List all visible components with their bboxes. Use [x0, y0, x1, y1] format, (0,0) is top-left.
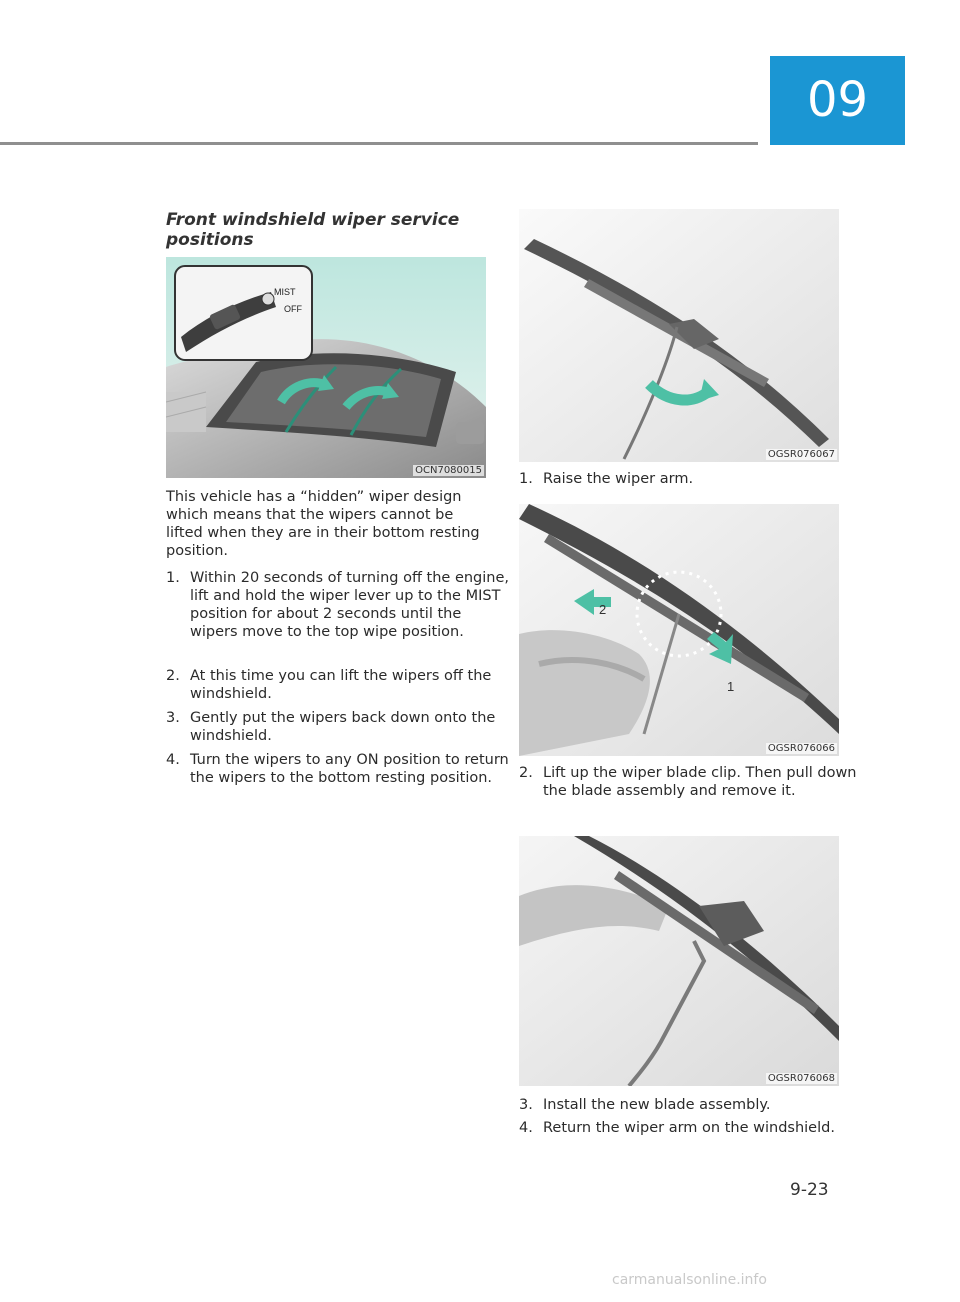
install-blade-illustration	[519, 836, 839, 1086]
left-step-4: 4. Turn the wipers to any ON position to return the wipers to the bottom resting position.	[166, 752, 509, 786]
right-step-3: 3. Install the new blade assembly.	[519, 1097, 771, 1113]
watermark: carmanualsonline.info	[612, 1272, 767, 1288]
header-rule	[0, 142, 758, 145]
right-step-4: 4. Return the wiper arm on the windshield.	[519, 1120, 835, 1136]
figure-remove-blade	[519, 504, 839, 756]
callout-2: 2	[599, 602, 607, 617]
windshield-illustration	[166, 257, 486, 478]
blade-clip-illustration	[519, 504, 839, 756]
section-title: Front windshield wiper service positions	[166, 210, 460, 250]
figure-install-blade	[519, 836, 839, 1086]
left-step-3: 3. Gently put the wipers back down onto the windshield.	[166, 710, 496, 744]
wiper-arm-illustration	[519, 209, 839, 462]
figure-code: OCN7080015	[415, 465, 482, 476]
right-step-2: 2. Lift up the wiper blade clip. Then pull down the blade assembly and remove it.	[519, 765, 857, 799]
callout-1: 1	[727, 679, 735, 694]
figure-code: OGSR076066	[767, 743, 835, 754]
figure-code: OGSR076067	[767, 449, 835, 460]
page-number: 9-23	[790, 1180, 829, 1200]
figure-wiper-lever	[166, 257, 486, 478]
right-step-1: 1. Raise the wiper arm.	[519, 471, 694, 487]
intro-paragraph: This vehicle has a “hidden” wiper design which means that the wipers cannot be lifted when they are in their bottom resting position.	[166, 489, 480, 559]
left-step-1: 1. Within 20 seconds of turning off the engine, lift and hold the wiper lever up to the MIST position for about 2 seconds until the wipers move to the top wipe position.	[166, 570, 510, 640]
lever-label-mist: MIST	[274, 287, 296, 297]
figure-code: OGSR076068	[767, 1073, 835, 1084]
figure-raise-arm	[519, 209, 839, 462]
left-step-2: 2. At this time you can lift the wipers off the windshield.	[166, 668, 492, 702]
lever-label-off: OFF	[284, 304, 302, 314]
chapter-tab: 09	[770, 56, 905, 145]
